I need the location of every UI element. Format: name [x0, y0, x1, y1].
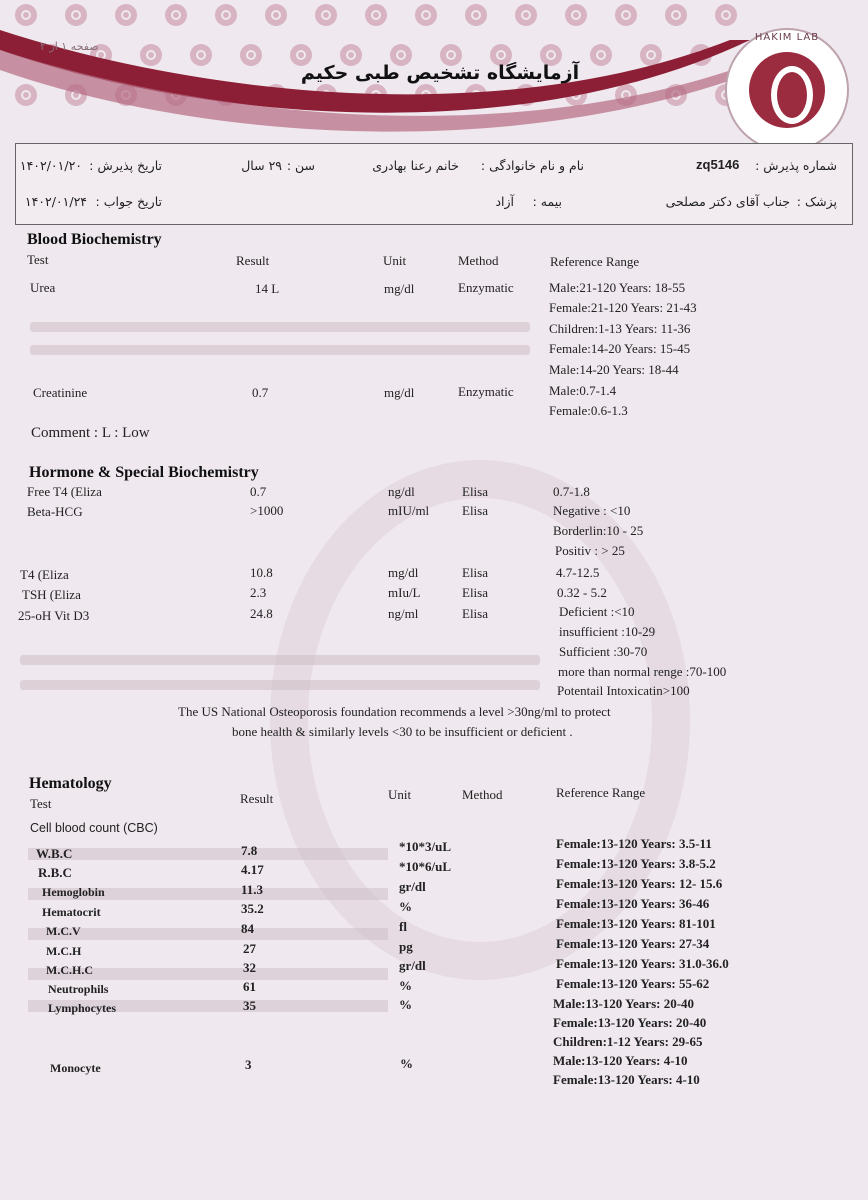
column-header-unit: Unit [388, 787, 412, 802]
patient-info-box [15, 143, 853, 225]
method-beta-hcg: Elisa [462, 503, 488, 518]
logo-mark-icon [749, 52, 825, 128]
reference-vit-d3-4: more than normal renge :70-100 [558, 664, 727, 679]
test-name-neutrophils: Neutrophils [48, 982, 109, 996]
unit-creatinine: mg/dl [384, 385, 415, 400]
result-free-t4: 0.7 [250, 484, 267, 499]
age-label: سن : [286, 158, 315, 173]
reference-monocyte-2: Female:13-120 Years: 4-10 [553, 1072, 700, 1087]
test-name-beta-hcg: Beta-HCG [27, 504, 83, 519]
unit-neutrophils: % [399, 978, 412, 993]
unit-mch: pg [399, 939, 413, 954]
test-name-vit-d3: 25-oH Vit D3 [18, 608, 90, 623]
unit-free-t4: ng/dl [388, 484, 415, 499]
method-creatinine: Enzymatic [458, 384, 514, 399]
age-value: ۲۹ سال [241, 158, 282, 173]
test-name-monocyte: Monocyte [50, 1061, 101, 1075]
test-name-mch: M.C.H [46, 944, 82, 958]
result-lymphocytes: 35 [243, 998, 256, 1013]
reference-vit-d3-1: Deficient :<10 [559, 604, 635, 619]
reference-urea-5: Male:14-20 Years: 18-44 [549, 362, 679, 377]
test-name-hematocrit: Hematocrit [42, 905, 101, 919]
lab-logo [725, 28, 849, 152]
unit-t4: mg/dl [388, 565, 419, 580]
reference-t4: 4.7-12.5 [556, 565, 600, 580]
column-header-reference: Reference Range [550, 254, 640, 269]
reference-hemoglobin: Female:13-120 Years: 12- 15.6 [556, 876, 723, 891]
method-free-t4: Elisa [462, 484, 488, 499]
section-title-hematology: Hematology [29, 775, 112, 792]
result-mchc: 32 [243, 960, 256, 975]
reference-vit-d3-5: Potentail Intoxicatin>100 [557, 683, 690, 698]
section-title-blood-biochemistry: Blood Biochemistry [27, 231, 162, 248]
reference-wbc: Female:13-120 Years: 3.5-11 [556, 836, 712, 851]
reference-urea-3: Children:1-13 Years: 11-36 [549, 321, 691, 336]
unit-hemoglobin: gr/dl [399, 879, 426, 894]
method-vit-d3: Elisa [462, 606, 488, 621]
test-name-mcv: M.C.V [46, 924, 81, 938]
column-header-method: Method [458, 253, 499, 268]
result-tsh: 2.3 [250, 585, 267, 600]
result-monocyte: 3 [245, 1057, 252, 1072]
result-t4: 10.8 [250, 565, 273, 580]
test-name-tsh: TSH (Eliza [22, 587, 81, 602]
insurance-label: بیمه : [532, 194, 562, 209]
reference-beta-hcg-1: Negative : <10 [553, 503, 631, 518]
reference-neutrophils: Female:13-120 Years: 55-62 [556, 976, 710, 991]
patient-name-label: نام و نام خانوادگی : [480, 158, 584, 173]
test-name-t4: T4 (Eliza [20, 567, 69, 582]
result-wbc: 7.8 [241, 843, 258, 858]
result-creatinine: 0.7 [252, 385, 269, 400]
blurred-row [30, 322, 530, 332]
unit-tsh: mIu/L [388, 585, 421, 600]
unit-mchc: gr/dl [399, 958, 426, 973]
receipt-number: zq5146 [696, 157, 740, 172]
receipt-number-label: شماره پذیرش : [755, 158, 837, 173]
result-hematocrit: 35.2 [241, 901, 264, 916]
row-shade [28, 928, 388, 940]
blurred-row [20, 680, 540, 690]
comment: Comment : L : Low [31, 425, 150, 441]
admission-date-label: تاریخ پذیرش : [89, 158, 162, 173]
unit-wbc: *10*3/uL [399, 839, 452, 854]
reference-mch: Female:13-120 Years: 27-34 [556, 936, 710, 951]
reference-monocyte-1: Male:13-120 Years: 4-10 [553, 1053, 688, 1068]
reference-lymphocytes-3: Children:1-12 Years: 29-65 [553, 1034, 703, 1049]
test-name-mchc: M.C.H.C [46, 963, 93, 977]
answer-date: ۱۴۰۲/۰۱/۲۴ [24, 194, 87, 209]
patient-name: خانم رعنا بهادری [372, 158, 459, 173]
unit-urea: mg/dl [384, 281, 415, 296]
reference-beta-hcg-2: Borderlin:10 - 25 [553, 523, 644, 538]
test-name-free-t4: Free T4 (Eliza [27, 484, 102, 499]
method-t4: Elisa [462, 565, 488, 580]
test-name-hemoglobin: Hemoglobin [42, 885, 105, 899]
blurred-row [30, 345, 530, 355]
unit-vit-d3: ng/ml [388, 606, 419, 621]
method-tsh: Elisa [462, 585, 488, 600]
result-rbc: 4.17 [241, 862, 264, 877]
vitamin-d-note-line1: The US National Osteoporosis foundation recommends a level >30ng/ml to protect [178, 704, 611, 719]
reference-mchc: Female:13-120 Years: 31.0-36.0 [556, 956, 729, 971]
result-beta-hcg: >1000 [250, 503, 284, 518]
column-header-result: Result [236, 253, 270, 268]
unit-rbc: *10*6/uL [399, 859, 452, 874]
vitamin-d-note-line2: bone health & similarly levels <30 to be insufficient or deficient . [232, 724, 573, 739]
result-urea: 14 L [255, 281, 280, 296]
test-name-urea: Urea [30, 280, 56, 295]
result-neutrophils: 61 [243, 979, 256, 994]
column-header-test: Test [27, 252, 49, 267]
test-name-creatinine: Creatinine [33, 385, 88, 400]
answer-date-label: تاریخ جواب : [95, 194, 162, 209]
reference-urea-4: Female:14-20 Years: 15-45 [549, 341, 691, 356]
logo-text: HAKIM LAB [754, 32, 820, 43]
reference-tsh: 0.32 - 5.2 [557, 585, 607, 600]
unit-hematocrit: % [399, 899, 412, 914]
section-title-hormone: Hormone & Special Biochemistry [29, 464, 259, 481]
result-vit-d3: 24.8 [250, 606, 273, 621]
reference-urea-1: Male:21-120 Years: 18-55 [549, 280, 686, 295]
column-header-method: Method [462, 787, 503, 802]
column-header-unit: Unit [383, 253, 407, 268]
method-urea: Enzymatic [458, 280, 514, 295]
test-name-lymphocytes: Lymphocytes [48, 1001, 117, 1015]
unit-lymphocytes: % [399, 997, 412, 1012]
reference-vit-d3-3: Sufficient :30-70 [559, 644, 648, 659]
reference-lymphocytes-1: Male:13-120 Years: 20-40 [553, 996, 695, 1011]
unit-monocyte: % [400, 1056, 413, 1071]
result-hemoglobin: 11.3 [241, 882, 264, 897]
column-header-reference: Reference Range [556, 785, 646, 800]
lab-title: آزمایشگاه تشخیص طبی حکیم [300, 62, 580, 84]
admission-date: ۱۴۰۲/۰۱/۲۰ [19, 158, 82, 173]
reference-lymphocytes-2: Female:13-120 Years: 20-40 [553, 1015, 707, 1030]
insurance-value: آزاد [495, 194, 514, 209]
doctor-label: پزشک : [796, 194, 837, 209]
result-mch: 27 [243, 941, 256, 956]
reference-mcv: Female:13-120 Years: 81-101 [556, 916, 716, 931]
blurred-row [20, 655, 540, 665]
result-mcv: 84 [241, 921, 254, 936]
row-shade [28, 848, 388, 860]
reference-beta-hcg-3: Positiv : > 25 [555, 543, 625, 558]
reference-urea-2: Female:21-120 Years: 21-43 [549, 300, 697, 315]
reference-hematocrit: Female:13-120 Years: 36-46 [556, 896, 710, 911]
unit-beta-hcg: mIU/ml [388, 503, 430, 518]
column-header-result: Result [240, 791, 274, 806]
column-header-test: Test [30, 796, 52, 811]
unit-mcv: fl [399, 919, 407, 934]
reference-creatinine-2: Female:0.6-1.3 [549, 403, 628, 418]
test-name-rbc: R.B.C [38, 865, 72, 880]
reference-creatinine-1: Male:0.7-1.4 [549, 383, 617, 398]
reference-vit-d3-2: insufficient :10-29 [559, 624, 656, 639]
test-name-wbc: W.B.C [36, 846, 73, 861]
doctor-name: جناب آقای دکتر مصلحی [665, 194, 790, 209]
reference-free-t4: 0.7-1.8 [553, 484, 590, 499]
reference-rbc: Female:13-120 Years: 3.8-5.2 [556, 856, 716, 871]
page-number: صفحه ۱ از ۲ [40, 40, 99, 53]
cbc-subtitle: Cell blood count (CBC) [30, 821, 158, 835]
